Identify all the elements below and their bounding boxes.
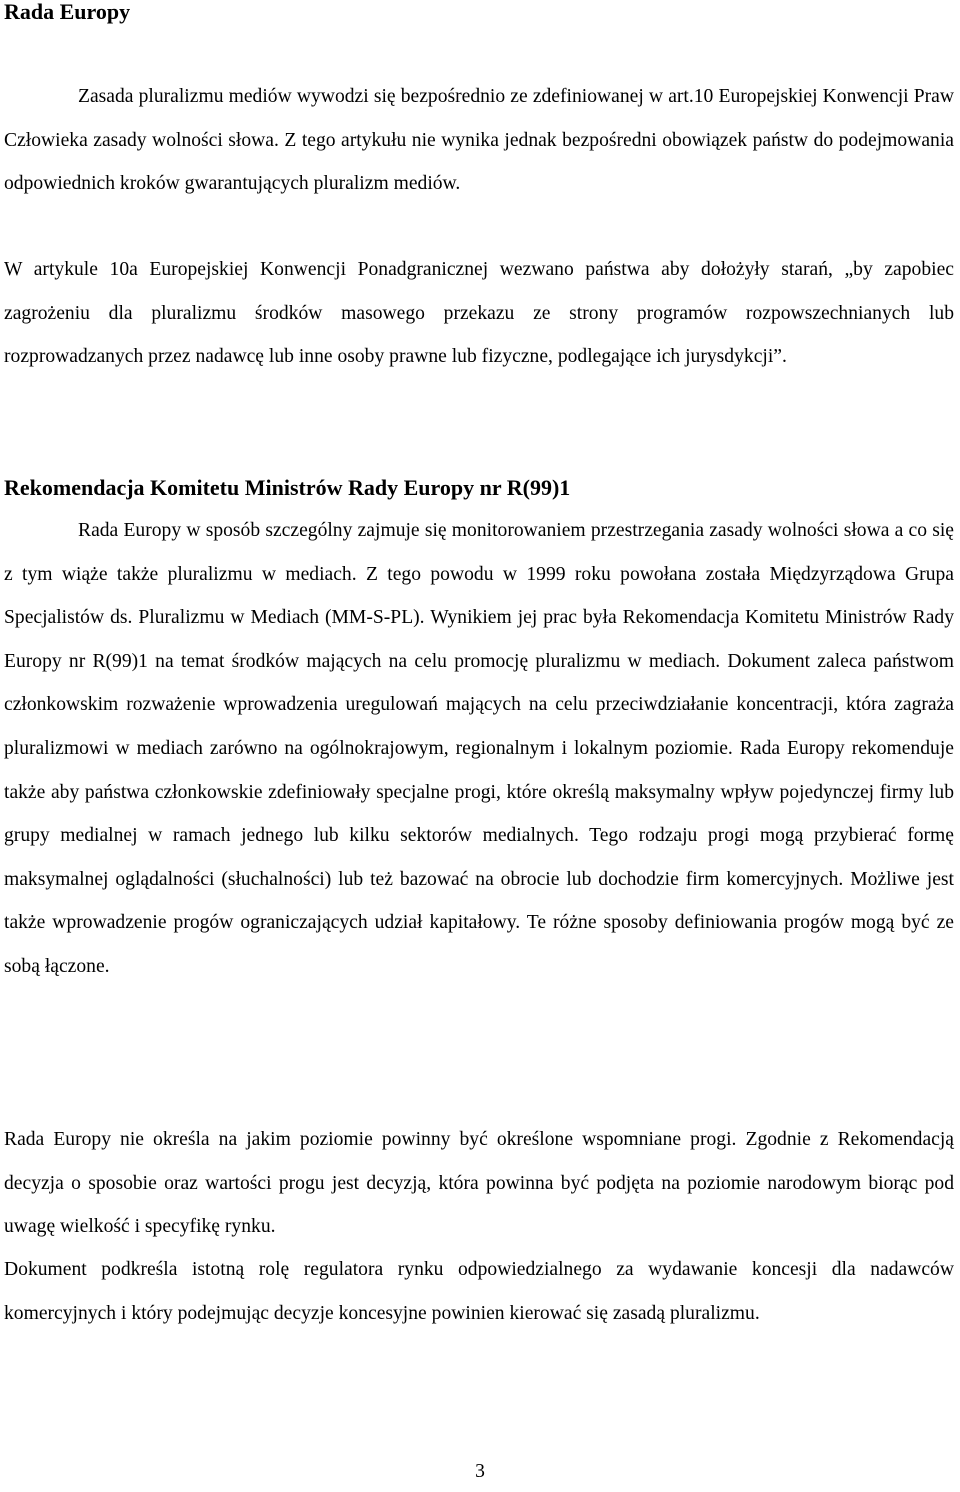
paragraph-pluralism-principle: Zasada pluralizmu mediów wywodzi się bezpośrednio ze zdefiniowanej w art.10 Europejskiej Konwencji Praw Człowieka zasady wolności słowa. Z tego artykułu nie wynika jednak bezpośredni obowiązek państw do podejmowania odpowiednich kroków gwarantujących pluralizm mediów.: [4, 86, 954, 195]
paragraph-recommendation-details: Rada Europy w sposób szczególny zajmuje się monitorowaniem przestrzegania zasady wolności słowa a co się z tym wiąże także pluralizmu w mediach. Z tego powodu w 1999 roku powołana została Międzyrządowa Grupa Specjalistów ds. Pluralizmu w Mediach (MM-S-PL). Wynikiem jej prac była Rekomendacja Komitetu Ministrów Rady Europy nr R(99)1 na temat środków mających na celu promocję pluralizmu w mediach. Dokument zaleca państwom członkowskim rozważenie wprowadzenia uregulowań mających na celu przeciwdziałanie koncentracji, która zagraża pluralizmowi w mediach zarówno na ogólnokrajowym, regionalnym i lokalnym poziomie. Rada Europy rekomenduje także aby państwa członkowskie zdefiniowały specjalne progi, które określą maksymalny wpływ pojedynczej firmy lub grupy medialnej w ramach jednego lub kilku sektorów medialnych. Tego rodzaju progi mogą przybierać formę maksymalnej oglądalności (słuchalności) lub też bazować na obrocie lub dochodzie firm komercyjnych. Możliwe jest także wprowadzenie progów ograniczających udział kapitałowy. Te różne sposoby definiowania progów mogą być ze sobą łączone.: [4, 520, 954, 977]
section-heading-rada-europy: Rada Europy: [4, 0, 131, 24]
page-number: 3: [475, 1461, 485, 1482]
paragraph-thresholds: Rada Europy nie określa na jakim poziomie powinny być określone wspomniane progi. Zgodnie z Rekomendacją decyzja o sposobie oraz wartości progu jest decyzją, która powinna być podjęta na poziomie narodowym biorąc pod uwagę wielkość i specyfikę rynku.: [4, 1129, 954, 1238]
section-heading-recommendation: Rekomendacja Komitetu Ministrów Rady Europy nr R(99)1: [4, 475, 571, 500]
paragraph-article-10a: W artykule 10a Europejskiej Konwencji Ponadgranicznej wezwano państwa aby dołożyły starań, „by zapobiec zagrożeniu dla pluralizmu środków masowego przekazu ze strony programów rozpowszechnianych lub rozprowadzanych przez nadawcę lub inne osoby prawne lub fizyczne, podlegające ich jurysdykcji”.: [4, 259, 954, 368]
paragraph-regulator-role: Dokument podkreśla istotną rolę regulatora rynku odpowiedzialnego za wydawanie koncesji dla nadawców komercyjnych i który podejmując decyzje koncesyjne powinien kierować się zasadą pluralizmu.: [4, 1259, 954, 1324]
